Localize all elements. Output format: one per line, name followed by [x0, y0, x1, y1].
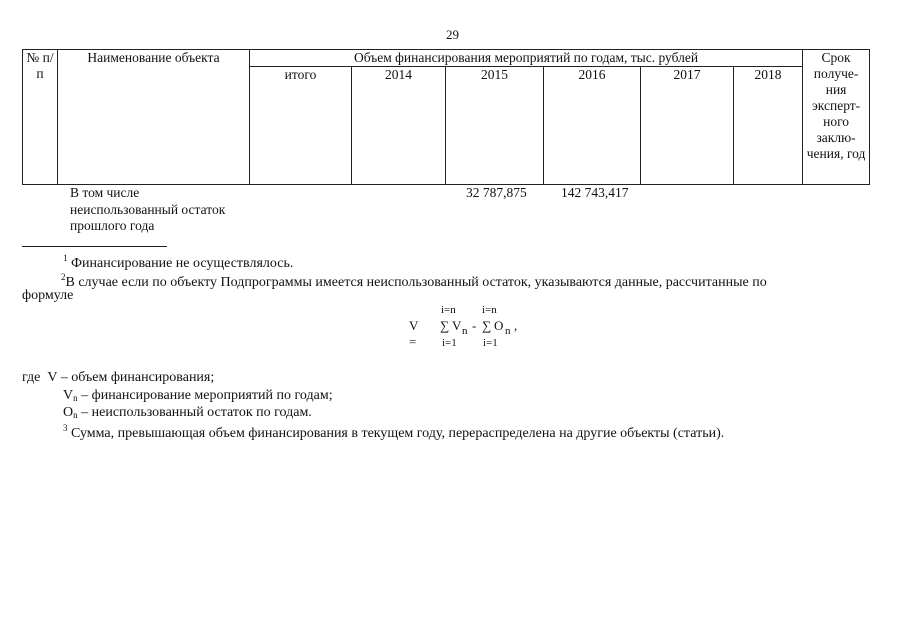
footnote-2 [61, 269, 767, 291]
header-year-2016: 2016 [544, 67, 641, 185]
value-2015: 32 787,875 [466, 185, 527, 200]
page-number: 29 [446, 27, 459, 42]
header-year-2015: 2015 [446, 67, 544, 185]
footnote-2-mark: 2 [61, 272, 66, 282]
footnote-separator [22, 246, 167, 247]
financing-table [22, 49, 870, 185]
header-deadline: Срок получе-ния эксперт-ного заклю-чения, год [803, 50, 870, 185]
footnote-3-mark: 3 [63, 423, 68, 433]
footnote-3-text: Сумма, превышающая объем финансирования в текущем году, перераспределена на другие объекты (статьи). [71, 426, 725, 441]
header-year-2018: 2018 [734, 67, 803, 185]
footnote-2-text: В случае если по объекту Подпрограммы имеется неиспользованный остаток, указываются данные, рассчитанные по [65, 275, 767, 290]
header-funding: Объем финансирования мероприятий по годам, тыс. рублей [250, 50, 803, 67]
definition-on: $O_n$ – неиспользованный остаток по годам. [63, 405, 312, 420]
definition-vn: $V_n$ – финансирование мероприятий по годам; [63, 388, 333, 403]
header-year-2014: 2014 [352, 67, 446, 185]
footnote-1-mark: 1 [63, 253, 68, 263]
row-label: В том числе неиспользованный остаток прошлого года [70, 185, 226, 233]
definition-v: где V – объем финансирования; [22, 370, 215, 385]
header-number: № п/п [23, 50, 58, 185]
footnote-1-text: Финансирование не осуществлялось. [71, 256, 294, 271]
header-year-2017: 2017 [641, 67, 734, 185]
value-2016: 142 743,417 [561, 185, 629, 200]
footnote-2-continuation: формуле [22, 288, 74, 303]
header-total: итого [250, 67, 352, 185]
header-object-name: Наименование объекта [58, 50, 250, 185]
footnote-3 [63, 420, 724, 442]
